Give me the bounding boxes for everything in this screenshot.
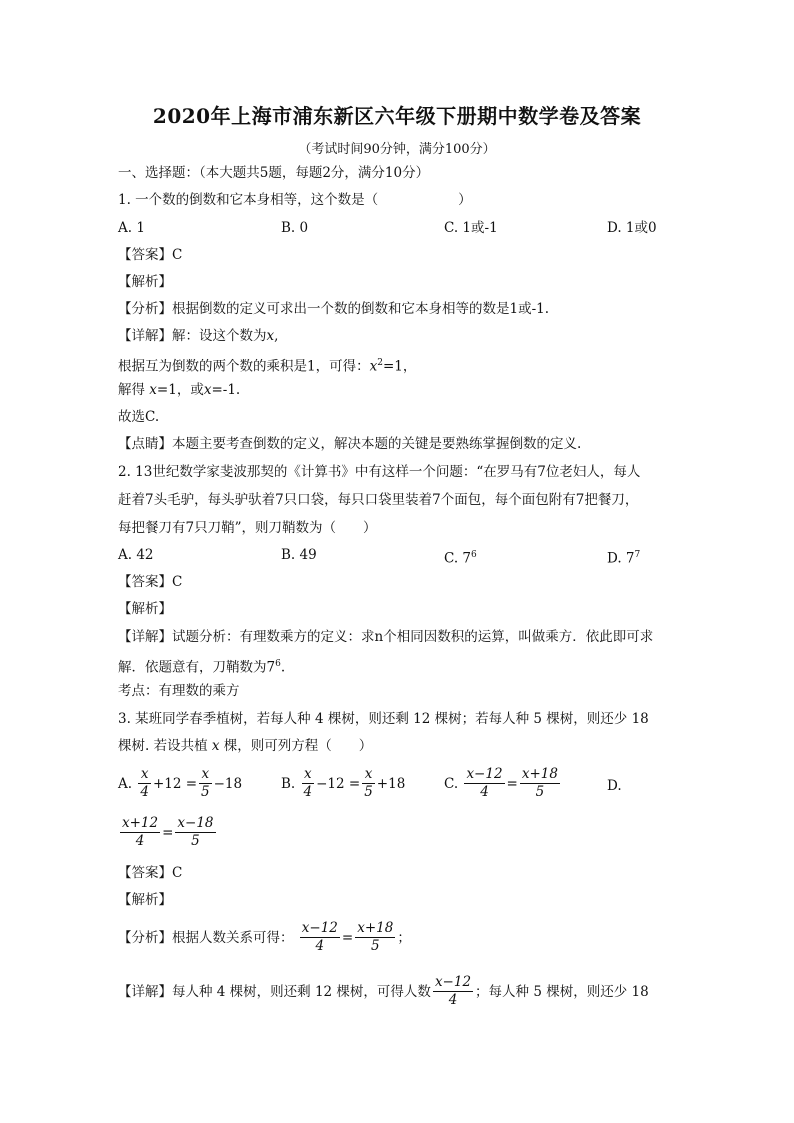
q2-option-c xyxy=(444,546,477,568)
q2-line3: 每把餐刀有7只刀鞘”，则刀鞘数为（ ） xyxy=(118,520,377,536)
fraction xyxy=(464,766,504,801)
numerator: x−12 xyxy=(301,920,338,936)
numerator: x+18 xyxy=(357,920,394,936)
q1-jiexi: 【解析】 xyxy=(118,274,172,290)
numerator: x xyxy=(302,766,315,784)
q1-fenxi xyxy=(118,300,549,318)
denominator: 4 xyxy=(480,784,489,800)
q2-option-c-text: C. 7 xyxy=(444,550,472,567)
operator: = xyxy=(341,929,354,946)
numerator: x+12 xyxy=(122,815,159,831)
q2-answer: 【答案】C xyxy=(118,574,183,590)
q1-option-a: A. 1 xyxy=(118,220,145,236)
q1-option-d: D. 1或0 xyxy=(607,220,657,236)
denominator: 5 xyxy=(191,833,200,849)
operator: −18 xyxy=(213,775,243,792)
exponent: 2 xyxy=(377,358,383,368)
q1-line2-end: =1， xyxy=(382,358,417,375)
q1-answer: 【答案】C xyxy=(118,247,183,263)
q2-line1: 2. 13世纪数学家斐波那契的《计算书》中有这样一个问题：“在罗马有7位老妇人，每人 xyxy=(118,464,641,480)
operator: +12 = xyxy=(152,775,198,792)
q2-option-a: A. 42 xyxy=(118,547,154,563)
q3-xiangjie-tag: 【详解】 xyxy=(118,983,172,1000)
operator: = xyxy=(506,775,518,792)
q1-dianjing-tag: 【点睛】 xyxy=(118,436,172,452)
fraction xyxy=(175,815,215,850)
q2-option-d xyxy=(607,546,640,568)
q2-xiangjie-text: 试题分析：有理数乘方的定义：求n个相同因数积的运算，叫做乘方．依此即可求 xyxy=(172,629,654,645)
q3-option-a xyxy=(118,766,242,801)
operator: = xyxy=(162,824,174,841)
q1-fenxi-text: 根据倒数的定义可求出一个数的倒数和它本身相等的数是1或-1. xyxy=(172,301,550,317)
q2-xiangjie2-end: . xyxy=(280,659,286,676)
q3-xiangjie-text: 每人种 4 棵树，则还剩 12 棵树，可得人数 xyxy=(172,983,431,1000)
q3-option-d-label: D. xyxy=(607,778,622,794)
q1-dianjing-text: 本题主要考查倒数的定义，解决本题的关键是要熟练掌握倒数的定义. xyxy=(172,436,582,452)
denominator: 4 xyxy=(315,938,325,954)
q1-stem-text: 1. 一个数的倒数和它本身相等，这个数是（ xyxy=(118,192,379,208)
option-label: C. xyxy=(444,775,459,792)
q1-stem xyxy=(118,191,472,209)
q2-kaodian: 考点：有理数的乘方 xyxy=(118,683,240,699)
q3-line2-end: 棵，则可列方程（ ） xyxy=(219,738,373,754)
numerator: x xyxy=(199,766,212,784)
q1-stem-close: ） xyxy=(458,192,472,208)
fraction xyxy=(120,815,160,850)
q1-option-b: B. 0 xyxy=(281,220,309,236)
q3-fenxi xyxy=(118,920,411,955)
q1-line2 xyxy=(118,354,416,376)
q1-comma: , xyxy=(274,328,279,344)
numerator: x xyxy=(138,766,151,784)
numerator: x+18 xyxy=(521,766,558,782)
denominator: 5 xyxy=(364,784,373,800)
denominator: 4 xyxy=(448,992,458,1008)
punctuation: ； xyxy=(397,929,411,946)
exam-subtitle: （考试时间90分钟，满分100分） xyxy=(298,142,496,157)
denominator: 5 xyxy=(535,784,545,800)
q3-line2-text: 棵树. 若设共植 xyxy=(118,738,212,754)
q2-xiangjie2-text: 解．依题意有，刀鞘数为7 xyxy=(118,659,276,676)
exponent: 6 xyxy=(275,659,281,669)
q2-xiangjie-tag: 【详解】 xyxy=(118,629,172,645)
q3-option-b xyxy=(281,766,405,801)
exponent: 6 xyxy=(471,550,477,560)
var-x: x xyxy=(149,382,157,398)
fraction xyxy=(520,766,560,801)
q3-option-d xyxy=(118,815,218,850)
numerator: x−18 xyxy=(177,815,214,831)
q3-xiangjie xyxy=(118,974,649,1009)
operator: +18 xyxy=(376,775,406,792)
q1-xiangjie xyxy=(118,327,278,345)
numerator: x−12 xyxy=(466,766,503,782)
q3-line2 xyxy=(118,737,372,755)
q3-jiexi: 【解析】 xyxy=(118,892,172,908)
q2-xiangjie-line2 xyxy=(118,655,285,677)
var-x: x xyxy=(203,382,212,398)
q1-line4: 故选C. xyxy=(118,409,160,425)
q1-fenxi-tag: 【分析】 xyxy=(118,301,172,317)
fraction xyxy=(433,974,473,1009)
fraction xyxy=(302,766,315,801)
page-title: 2020年上海市浦东新区六年级下册期中数学卷及答案 xyxy=(152,104,642,128)
exponent: 7 xyxy=(634,550,641,560)
q1-xiangjie-tag: 【详解】 xyxy=(118,328,172,344)
q1-line3-mid: =1，或 xyxy=(156,382,204,398)
q3-line1: 3. 某班同学春季植树，若每人种 4 棵树，则还剩 12 棵树；若每人种 5 棵树，则还少 18 xyxy=(118,711,649,727)
q1-xiangjie-text: 解：设这个数为 xyxy=(172,328,267,344)
q3-answer: 【答案】C xyxy=(118,865,183,881)
denominator: 4 xyxy=(140,784,149,800)
q1-line3-end: =-1. xyxy=(211,382,241,398)
q1-line2-text: 根据互为倒数的两个数的乘积是1，可得： xyxy=(118,358,370,375)
q2-line2: 赶着7头毛驴，每头驴驮着7只口袋，每只口袋里装着7个面包，每个面包附有7把餐刀， xyxy=(118,492,639,508)
numerator: x xyxy=(362,766,375,784)
q1-line3 xyxy=(118,381,240,399)
fraction xyxy=(355,920,395,955)
fraction xyxy=(199,766,212,801)
fraction xyxy=(362,766,375,801)
denominator: 4 xyxy=(303,784,313,800)
q2-jiexi: 【解析】 xyxy=(118,601,172,617)
var-x: x xyxy=(211,738,220,754)
q3-xiangjie-end: ；每人种 5 棵树，则还少 18 xyxy=(475,983,649,1000)
numerator: x−12 xyxy=(434,974,472,990)
q1-dianjing xyxy=(118,435,581,453)
var-x: x xyxy=(369,358,378,375)
q2-option-b: B. 49 xyxy=(281,547,317,563)
q3-fenxi-text: 根据人数关系可得： xyxy=(172,929,294,946)
var-x: x xyxy=(266,328,275,344)
q3-option-c xyxy=(444,766,562,801)
option-label: B. xyxy=(281,775,296,792)
q2-option-d-text: D. 7 xyxy=(607,550,635,567)
q2-xiangjie xyxy=(118,628,653,646)
denominator: 5 xyxy=(201,784,210,800)
fraction xyxy=(138,766,151,801)
q1-option-c: C. 1或-1 xyxy=(444,220,498,236)
q1-line3-text: 解得 xyxy=(118,382,150,398)
option-label: A. xyxy=(118,775,133,792)
q3-fenxi-tag: 【分析】 xyxy=(118,929,172,946)
fraction xyxy=(300,920,340,955)
section-heading: 一、选择题：（本大题共5题，每题2分，满分10分） xyxy=(118,165,430,181)
denominator: 4 xyxy=(135,833,145,849)
operator: −12 = xyxy=(316,775,361,792)
denominator: 5 xyxy=(370,938,380,954)
